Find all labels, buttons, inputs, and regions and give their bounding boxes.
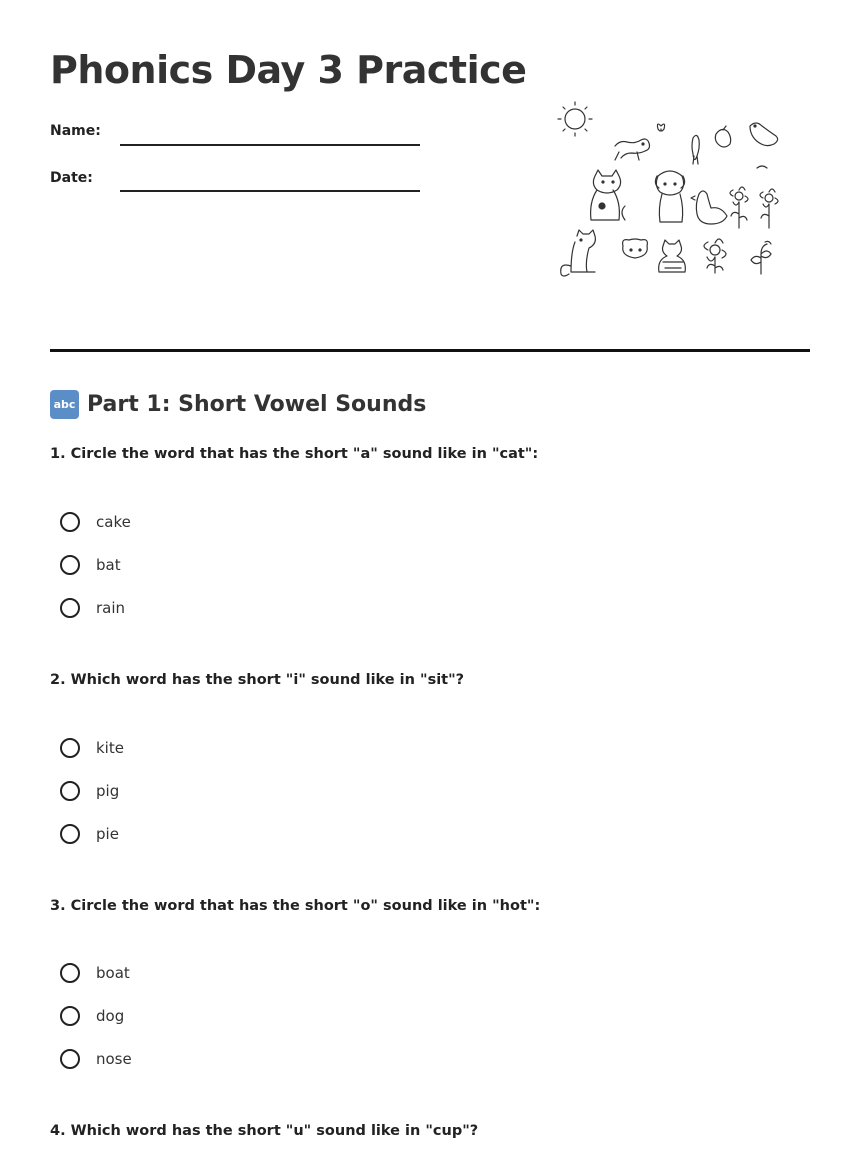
option-label: kite [96,739,124,757]
sprout-icon [751,241,771,274]
radio-circle[interactable] [60,963,80,983]
duck-icon [691,191,727,224]
bird-icon [692,135,699,164]
cat-icon [591,170,625,220]
puppy-icon [655,171,684,222]
name-label: Name: [50,123,101,139]
sun-icon [558,102,592,136]
section-title: Part 1: Short Vowel Sounds [87,391,427,417]
flower-icon [760,189,778,228]
answer-option[interactable] [60,821,119,847]
answer-option[interactable] [60,509,131,535]
answer-option[interactable] [60,552,121,578]
option-label: cake [96,513,131,531]
flower-icon [730,187,748,228]
date-field[interactable] [120,190,420,192]
radio-circle[interactable] [60,781,80,801]
answer-option[interactable] [60,735,124,761]
answer-option[interactable] [60,778,119,804]
turtle-icon [659,240,686,272]
date-label: Date: [50,170,93,186]
radio-circle[interactable] [60,555,80,575]
radio-circle[interactable] [60,738,80,758]
butterfly-icon [657,124,664,131]
radio-circle[interactable] [60,1006,80,1026]
answer-option[interactable] [60,960,130,986]
option-label: pig [96,782,120,800]
animals-doodle-illustration [553,96,783,281]
radio-circle[interactable] [60,512,80,532]
section-divider [50,349,810,352]
option-label: dog [96,1007,125,1025]
swirl-icon [757,166,767,168]
hamster-icon [623,239,648,258]
answer-option[interactable] [60,595,125,621]
cat-icon [561,230,596,276]
question-3: 3. Circle the word that has the short "o" sound like in "hot": [50,898,541,914]
section-heading [50,388,426,420]
page-title: Phonics Day 3 Practice [50,48,527,92]
radio-circle[interactable] [60,598,80,618]
radio-circle[interactable] [60,1049,80,1069]
option-label: nose [96,1050,132,1068]
option-label: bat [96,556,121,574]
abc-icon: abc [50,390,79,419]
flower-icon [704,239,726,273]
answer-option[interactable] [60,1046,132,1072]
radio-circle[interactable] [60,824,80,844]
name-field[interactable] [120,144,420,146]
dog-icon [615,139,650,160]
question-4: 4. Which word has the short "u" sound like in "cup"? [50,1123,479,1139]
bird-icon [750,123,778,146]
option-label: boat [96,964,130,982]
parrot-icon [715,126,730,147]
answer-option[interactable] [60,1003,124,1029]
question-2: 2. Which word has the short "i" sound like in "sit"? [50,672,465,688]
question-1: 1. Circle the word that has the short "a" sound like in "cat": [50,446,539,462]
option-label: pie [96,825,119,843]
option-label: rain [96,599,126,617]
